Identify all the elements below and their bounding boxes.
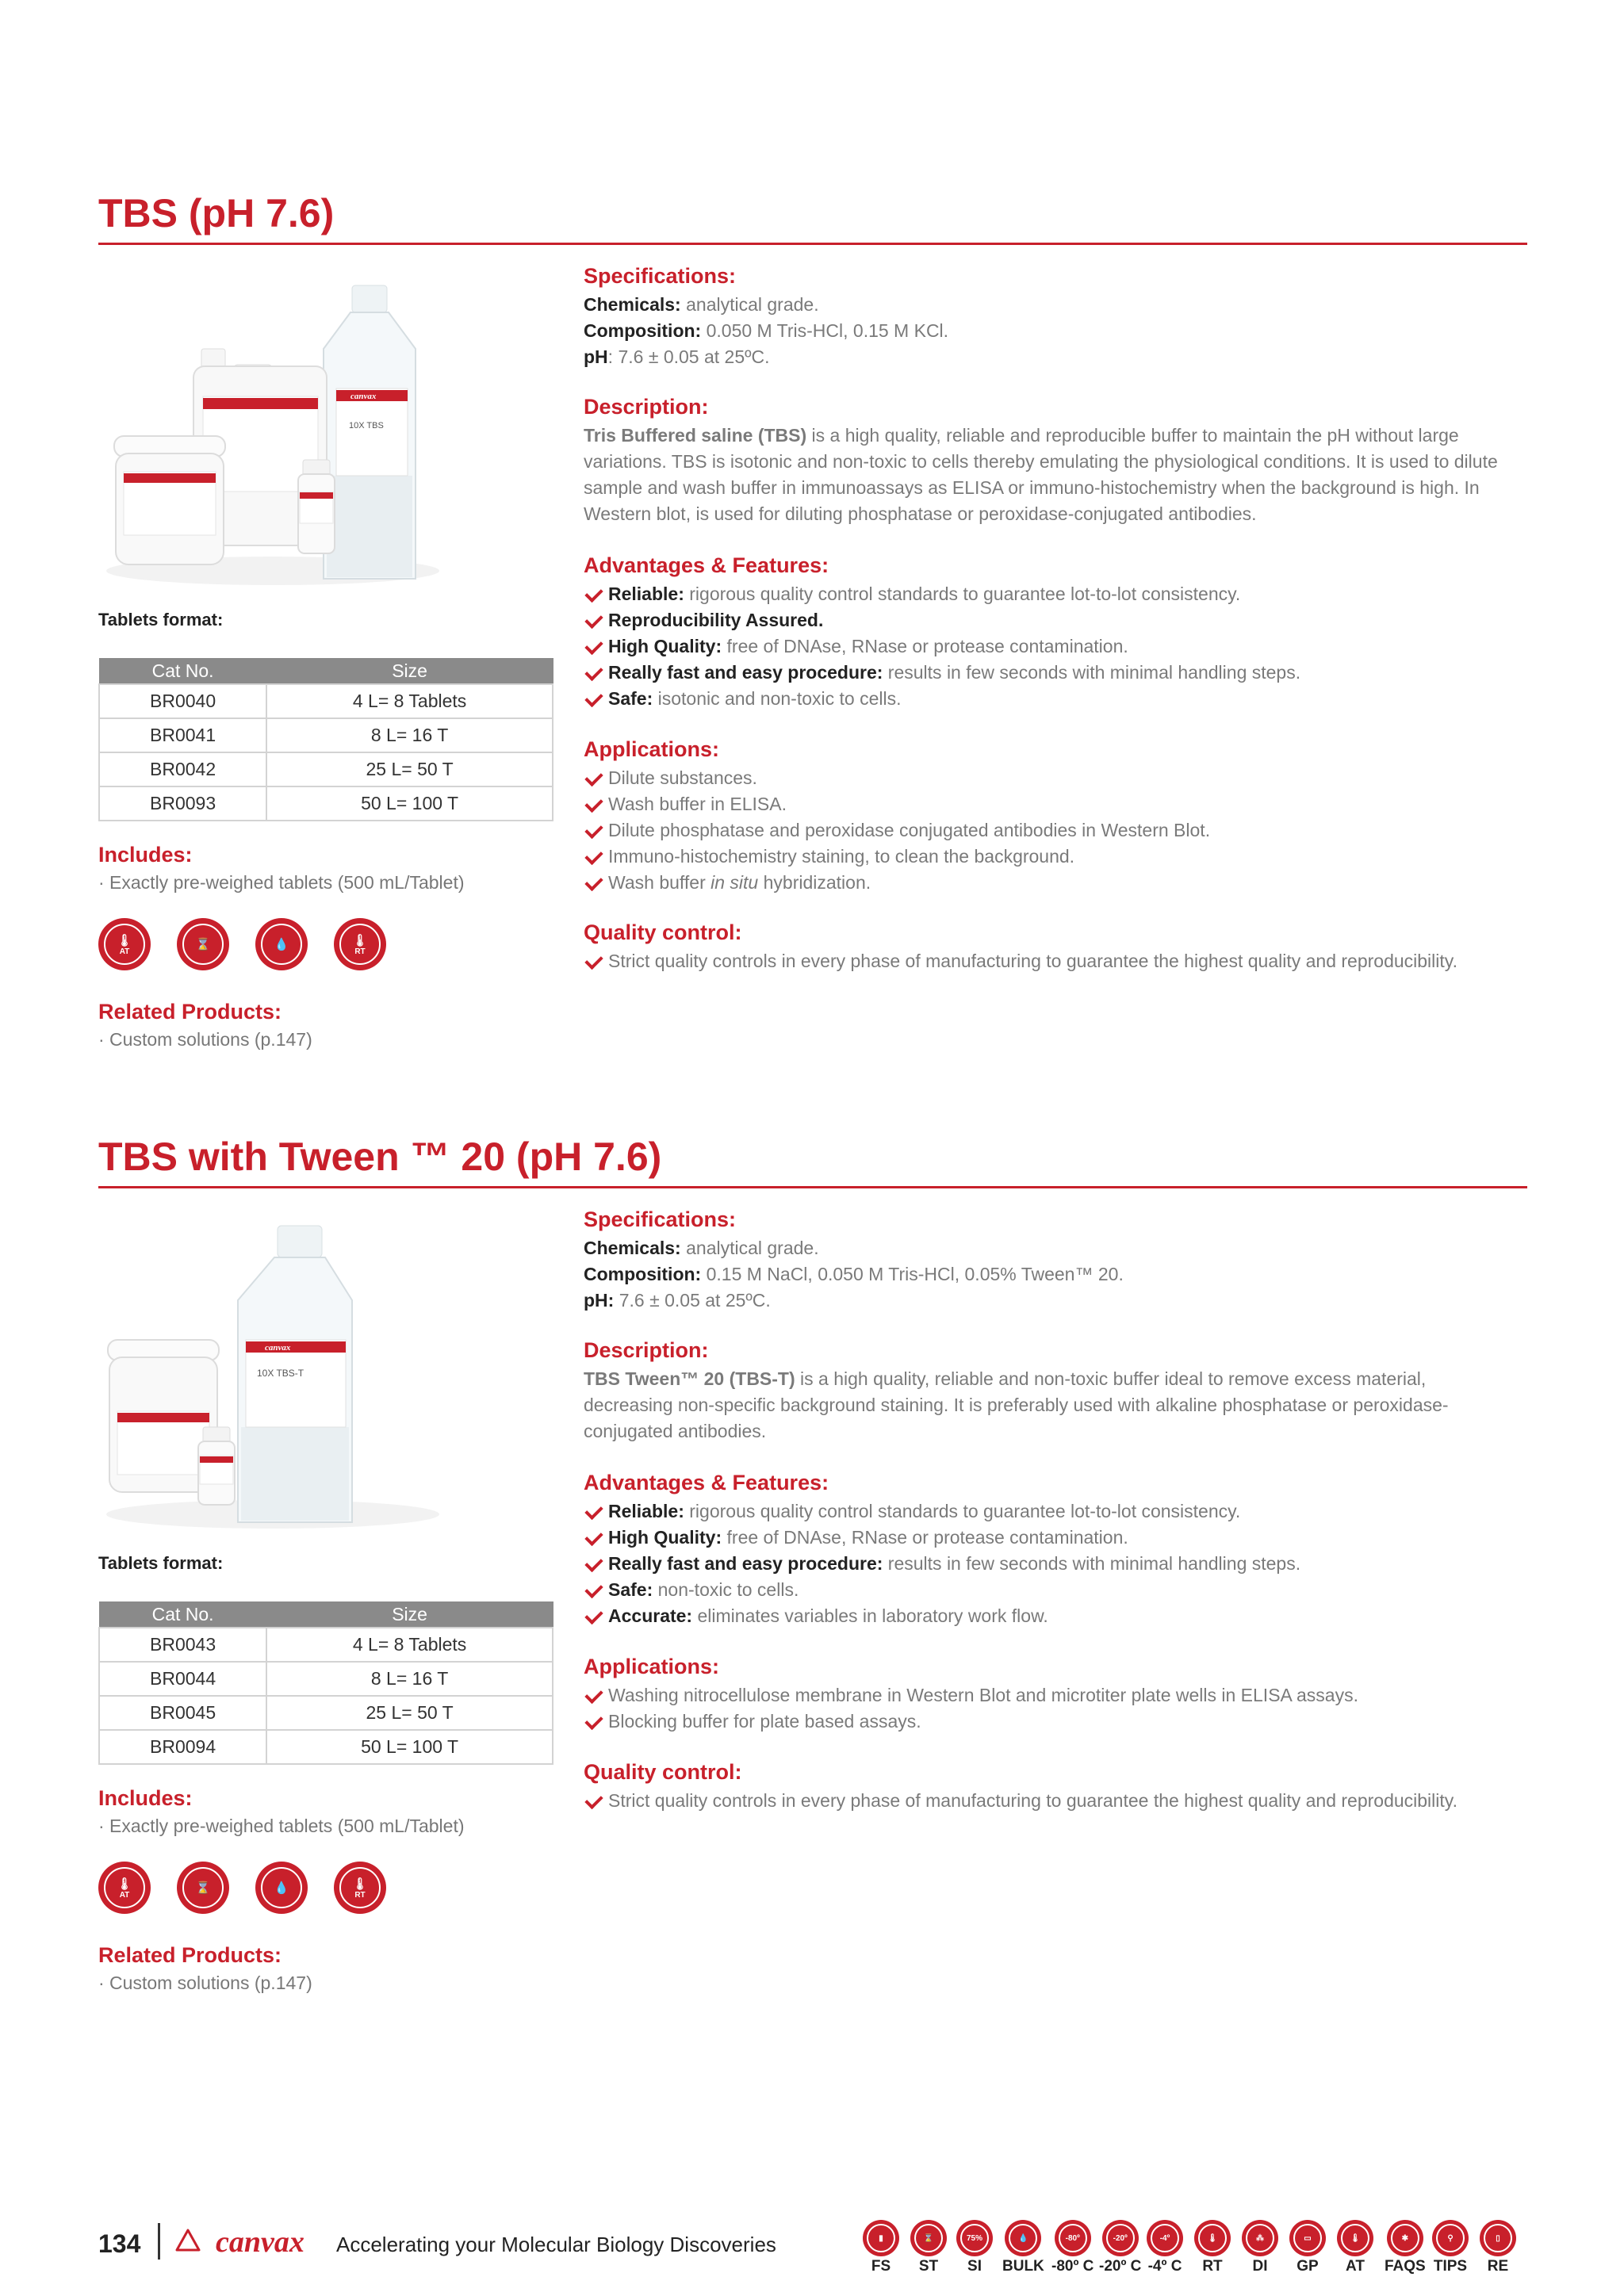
related-products-link[interactable]: · Custom solutions (p.147)	[98, 1973, 312, 1993]
section-title: TBS with Tween ™ 20 (pH 7.6)	[98, 1135, 662, 1179]
legend-item-fs: ▮ FS	[863, 2220, 899, 2275]
fs-icon: ▮	[863, 2220, 899, 2256]
section-title: TBS (pH 7.6)	[98, 191, 335, 235]
advantage-item: High Quality: free of DNAse, RNase or protease contamination.	[584, 636, 1128, 657]
cat-no-cell: BR0093	[99, 786, 266, 821]
hourglass-icon: ⌛	[177, 918, 229, 970]
table-row	[99, 684, 553, 718]
tablets-format-label: Tablets format:	[98, 1553, 224, 1573]
table-row	[99, 718, 553, 752]
catalog-table	[98, 1601, 553, 1765]
table-row	[99, 752, 553, 786]
advantage-item: Really fast and easy procedure: results in few seconds with minimal handling steps.	[584, 1553, 1300, 1575]
col-header-size: Size	[266, 659, 553, 684]
photo-label-brand: canvax	[350, 392, 377, 401]
photo-label-brand: canvax	[265, 1343, 291, 1353]
advantage-item: Safe: non-toxic to cells.	[584, 1579, 799, 1601]
legend-item-si: 75% SI	[956, 2220, 993, 2275]
size-cell: 50 L= 100 T	[266, 1730, 553, 1764]
legend-item-bulk: 💧 BULK	[1002, 2220, 1044, 2275]
description-text: Tris Buffered saline (TBS) is a high quality, reliable and reproducible buffer to maintain the pH without large variations. TBS is isotonic and non-toxic to cells thereby emulating the physiological conditions. It is used to dilute sample and wash buffer in immunoassays as ELISA or immuno-histochemistry when the background is high. In Western blot, is used for diluting phosphatase or peroxidase-conjugated antibodies.	[584, 425, 1498, 524]
cat-no-cell: BR0094	[99, 1730, 266, 1764]
related-products-link[interactable]: · Custom solutions (p.147)	[98, 1029, 312, 1050]
cat-no-cell: BR0045	[99, 1696, 266, 1730]
canvax-logo-icon	[174, 2228, 201, 2253]
advantage-item: High Quality: free of DNAse, RNase or protease contamination.	[584, 1527, 1128, 1548]
advantages-heading: Advantages & Features:	[584, 1471, 829, 1494]
thermometer-rt-icon: 🌡 RT	[334, 1862, 386, 1914]
title-rule	[98, 1186, 1527, 1188]
application-item: Washing nitrocellulose membrane in Western Blot and microtiter plate wells in ELISA assays.	[584, 1685, 1358, 1706]
quality-control-heading: Quality control:	[584, 1760, 742, 1784]
application-item: Dilute substances.	[584, 767, 757, 789]
advantage-item: Reproducibility Assured.	[584, 610, 823, 631]
freezer-20-icon: -20º	[1102, 2220, 1139, 2256]
col-header-cat-no: Cat No.	[99, 1602, 266, 1628]
gp-gel-icon: ▭	[1289, 2220, 1326, 2256]
product-section-tbs-tween	[98, 1134, 1527, 2006]
hourglass-icon: ⌛	[177, 1862, 229, 1914]
legend-item-re: ▯ RE	[1480, 2220, 1516, 2275]
cat-no-cell: BR0043	[99, 1628, 266, 1662]
legend-item-minus80: -80º -80º C	[1051, 2220, 1094, 2275]
legend-item-di: ⁂ DI	[1242, 2220, 1278, 2275]
legend-item-faqs: ✱ FAQS	[1385, 2220, 1426, 2275]
advantage-item: Reliable: rigorous quality control standards to guarantee lot-to-lot consistency.	[584, 1501, 1240, 1522]
table-header-row	[99, 659, 553, 684]
brand-tagline: Accelerating your Molecular Biology Discoveries	[336, 2233, 776, 2256]
fridge-4-icon: -4º	[1147, 2220, 1183, 2256]
specifications-heading: Specifications:	[584, 264, 737, 288]
col-header-size: Size	[266, 1602, 553, 1628]
includes-heading: Includes:	[98, 843, 193, 867]
advantage-item: Really fast and easy procedure: results in few seconds with minimal handling steps.	[584, 662, 1300, 683]
spec-line: Composition: 0.15 M NaCl, 0.050 M Tris-HCl, 0.05% Tween™ 20.	[584, 1264, 1124, 1284]
related-products-heading: Related Products:	[98, 1000, 282, 1024]
legend-item-rt: 🌡 RT	[1194, 2220, 1231, 2275]
di-grid-icon: ⁂	[1242, 2220, 1278, 2256]
includes-text: · Exactly pre-weighed tablets (500 mL/Tablet)	[98, 1816, 465, 1836]
quality-control-item: Strict quality controls in every phase of manufacturing to guarantee the highest quality and reproducibility.	[584, 951, 1457, 972]
re-bottle-icon: ▯	[1480, 2220, 1516, 2256]
tips-magnifier-icon: ⚲	[1432, 2220, 1469, 2256]
application-item: Blocking buffer for plate based assays.	[584, 1711, 921, 1732]
thermometer-rt-icon: 🌡 RT	[334, 918, 386, 970]
description-text: TBS Tween™ 20 (TBS-T) is a high quality, reliable and non-toxic buffer ideal to remove excess material, decreasing non-specific background staining. It is preferably used with alkaline phosphatase or peroxidase-conjugated antibodies.	[584, 1368, 1449, 1441]
specifications-heading: Specifications:	[584, 1207, 737, 1231]
legend-item-minus4: -4º -4º C	[1147, 2220, 1183, 2275]
bulk-drop-icon: 💧	[1005, 2220, 1041, 2256]
size-cell: 4 L= 8 Tablets	[266, 1628, 553, 1662]
legend-item-at: 🌡 AT	[1337, 2220, 1373, 2275]
faqs-icon: ✱	[1387, 2220, 1423, 2256]
st-hourglass-icon: ⌛	[910, 2220, 947, 2256]
related-products-heading: Related Products:	[98, 1943, 282, 1967]
drop-search-icon: 💧	[255, 918, 308, 970]
size-cell: 8 L= 16 T	[266, 1662, 553, 1696]
size-cell: 8 L= 16 T	[266, 718, 553, 752]
size-cell: 50 L= 100 T	[266, 786, 553, 821]
footer-divider	[158, 2223, 160, 2260]
product-photo	[98, 277, 447, 595]
legend-item-tips: ⚲ TIPS	[1432, 2220, 1469, 2275]
storage-condition-icons	[98, 1862, 386, 1914]
thermometer-at-icon: 🌡 AT	[98, 918, 151, 970]
cat-no-cell: BR0044	[99, 1662, 266, 1696]
application-item: Wash buffer in ELISA.	[584, 794, 787, 815]
size-cell: 25 L= 50 T	[266, 1696, 553, 1730]
applications-heading: Applications:	[584, 737, 720, 761]
title-rule	[98, 243, 1527, 245]
application-item: Dilute phosphatase and peroxidase conjugated antibodies in Western Blot.	[584, 820, 1210, 841]
spec-line: Chemicals: analytical grade.	[584, 1238, 819, 1258]
application-item: Immuno-histochemistry staining, to clean the background.	[584, 846, 1074, 867]
storage-condition-icons	[98, 918, 386, 970]
advantages-heading: Advantages & Features:	[584, 553, 829, 577]
application-item: Wash buffer in situ hybridization.	[584, 872, 871, 894]
table-row	[99, 1628, 553, 1662]
photo-label-product: 10X TBS-T	[257, 1368, 304, 1379]
thermometer-at-icon: 🌡 AT	[98, 1862, 151, 1914]
cat-no-cell: BR0041	[99, 718, 266, 752]
drop-search-icon: 💧	[255, 1862, 308, 1914]
advantage-item: Accurate: eliminates variables in laboratory work flow.	[584, 1605, 1048, 1627]
quality-control-heading: Quality control:	[584, 920, 742, 944]
photo-label-product: 10X TBS	[349, 421, 384, 430]
rt-thermometer-icon: 🌡	[1194, 2220, 1231, 2256]
includes-heading: Includes:	[98, 1786, 193, 1810]
legend-item-minus20: -20º -20º C	[1099, 2220, 1141, 2275]
page-footer	[98, 2220, 1527, 2283]
size-cell: 25 L= 50 T	[266, 752, 553, 786]
spec-line: Chemicals: analytical grade.	[584, 294, 819, 315]
si-icon: 75%	[956, 2220, 993, 2256]
tablets-format-label: Tablets format:	[98, 610, 224, 629]
includes-text: · Exactly pre-weighed tablets (500 mL/Tablet)	[98, 872, 465, 893]
size-cell: 4 L= 8 Tablets	[266, 684, 553, 718]
spec-line: pH: 7.6 ± 0.05 at 25ºC.	[584, 346, 770, 367]
legend-item-st: ⌛ ST	[910, 2220, 947, 2275]
freezer-80-icon: -80º	[1055, 2220, 1091, 2256]
advantage-item: Reliable: rigorous quality control standards to guarantee lot-to-lot consistency.	[584, 584, 1240, 605]
catalog-table	[98, 658, 553, 821]
page-number: 134	[98, 2229, 141, 2258]
brand-name: canvax	[216, 2225, 304, 2259]
spec-line: pH: 7.6 ± 0.05 at 25ºC.	[584, 1290, 771, 1311]
cat-no-cell: BR0042	[99, 752, 266, 786]
product-section-tbs	[98, 190, 1527, 1062]
advantage-item: Safe: isotonic and non-toxic to cells.	[584, 688, 901, 710]
at-thermometer-icon: 🌡	[1337, 2220, 1373, 2256]
description-heading: Description:	[584, 1338, 709, 1362]
applications-heading: Applications:	[584, 1655, 720, 1678]
table-row	[99, 1730, 553, 1764]
legend-item-gp: ▭ GP	[1289, 2220, 1326, 2275]
table-row	[99, 1696, 553, 1730]
spec-line: Composition: 0.050 M Tris-HCl, 0.15 M KCl.	[584, 320, 949, 341]
quality-control-item: Strict quality controls in every phase of manufacturing to guarantee the highest quality and reproducibility.	[584, 1790, 1457, 1812]
table-header-row	[99, 1602, 553, 1628]
cat-no-cell: BR0040	[99, 684, 266, 718]
table-row	[99, 1662, 553, 1696]
description-heading: Description:	[584, 395, 709, 419]
col-header-cat-no: Cat No.	[99, 659, 266, 684]
table-row	[99, 786, 553, 821]
product-photo	[98, 1221, 447, 1538]
